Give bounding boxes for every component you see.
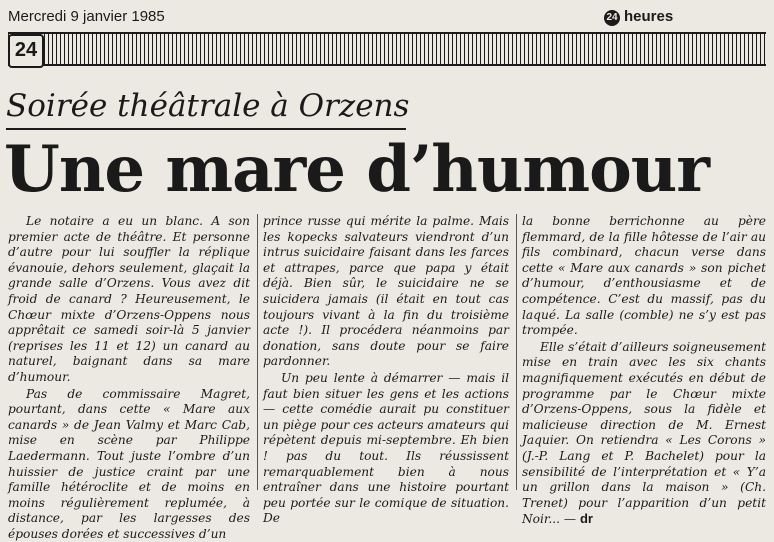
article-column-2 bbox=[263, 214, 509, 526]
article-headline: Une mare d’humour bbox=[4, 132, 709, 207]
author-signature: dr bbox=[579, 511, 593, 527]
paragraph: Un peu lente à démarrer — mais il faut bien situer les gens et les actions — cette comédie aurait pu constituer un piège pour ces acteurs amateurs qui répètent depuis mi-septembre. Eh bien ! pas du tout. Ils réussissent remarquablement bien à nous entraîner dans une histoire pourtant peu portée sur le comique de situation. De bbox=[263, 370, 509, 526]
paragraph: Le notaire a eu un blanc. A son premier acte de théâtre. Et personne d’autre pour lui souffler la réplique évanouie, dehors seulement, glaçait la grande salle d’Orzens. Vous avez dit froid de canard ? Heureusement, le Chœur mixte d’Orzens-Oppens nous apprêtait ce samedi soir-là 5 janvier (reprises les 11 et 12) un canard au naturel, baignant dans sa mare d’humour. bbox=[8, 214, 250, 384]
article-column-3 bbox=[522, 214, 766, 527]
newspaper-brand bbox=[604, 8, 673, 26]
section-banner bbox=[8, 32, 766, 66]
paragraph: la bonne berrichonne au père flemmard, de la fille hôtesse de l’air au fils combinard, chacun verse dans cette « Mare aux canards » son pichet d’humour, d’enthousiasme et de compétence. C’est du massif, pas du laqué. La salle (comble) ne s’y est pas trompée. bbox=[522, 214, 766, 338]
column-divider bbox=[257, 214, 258, 490]
paragraph-final bbox=[522, 340, 766, 528]
article-kicker: Soirée théâtrale à Orzens bbox=[6, 88, 406, 130]
page-number-badge: 24 bbox=[8, 34, 44, 68]
brand-logo-badge: 24 bbox=[604, 10, 620, 26]
page-header bbox=[8, 8, 766, 28]
article-column-1 bbox=[8, 214, 250, 541]
paragraph-text: Elle s’était d’ailleurs soigneusement mise en train avec les six chants magnifiquement exécutés en début de programme par le Chœur mixte d’Orzens-Oppens, sous la fidèle et malicieuse direction de M. Ernest Jaquier. On retiendra « Les Corons » (J.-P. Lang et P. Bachelet) pour la sensibilité de l’interprétation et « Y’a un grillon dans la maison » (Ch. Trenet) pour l’apparition d’un petit Noir... — bbox=[522, 339, 766, 527]
paragraph: prince russe qui mérite la palme. Mais les kopecks salvateurs viendront d’un intrus suicidaire faisant dans les farces et attrapes, parce que papa y était déjà. Bien sûr, le suicidaire ne se suicidera jamais (il était en tout cas toujours vivant à la fin du troisième acte !). Il procédera néanmoins par donation, sans doute pour se faire pardonner. bbox=[263, 214, 509, 369]
issue-date: Mercredi 9 janvier 1985 bbox=[8, 8, 165, 25]
brand-name: heures bbox=[624, 8, 674, 25]
column-divider bbox=[516, 214, 517, 490]
paragraph: Pas de commissaire Magret, pourtant, dans cette « Mare aux canards » de Jean Valmy et Marc Cab, mise en scène par Philippe Laedermann. Tout juste l’ombre d’un huissier de justice craint par une famille hétéroclite et de moins en moins régulièrement replumée, à distance, par les largesses des épouses dorées et successives d’un bbox=[8, 386, 250, 541]
article-body bbox=[8, 214, 768, 541]
